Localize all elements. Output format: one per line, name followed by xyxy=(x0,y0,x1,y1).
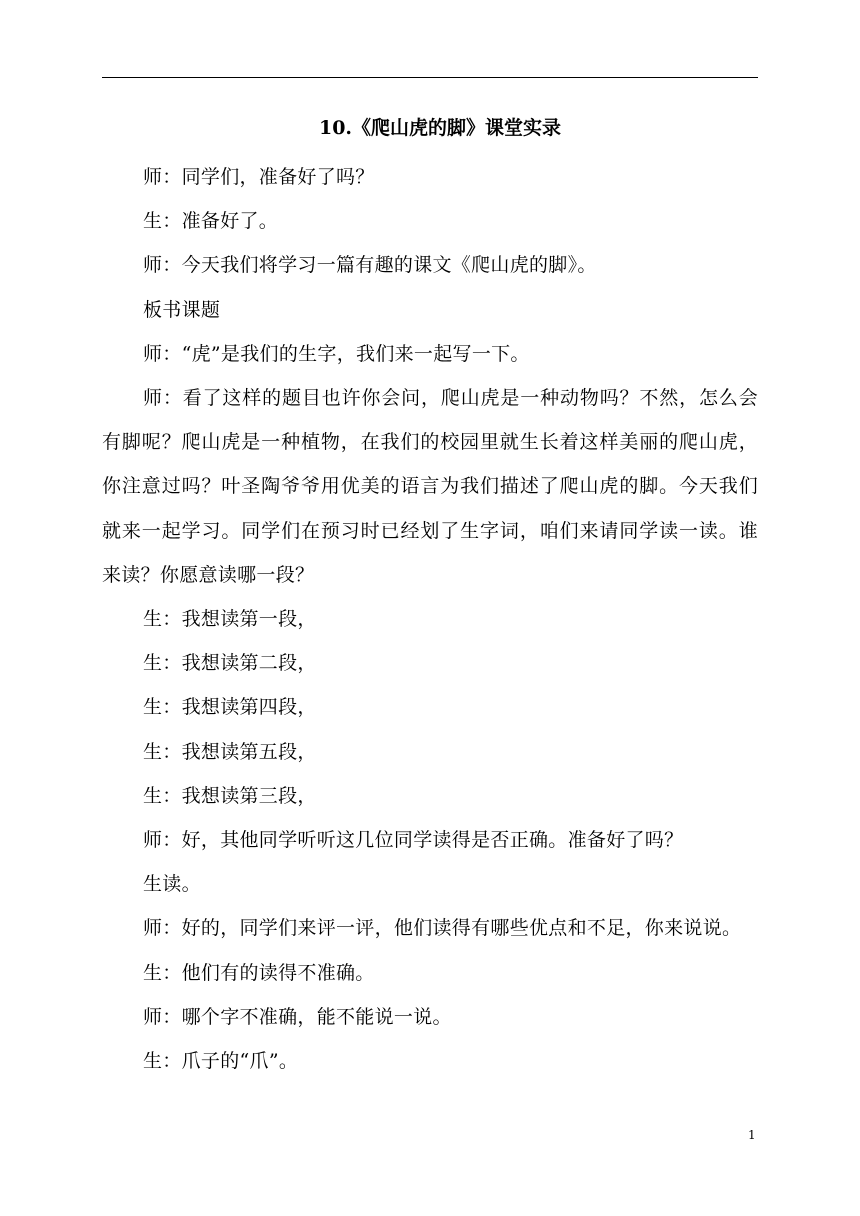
paragraph: 生：我想读第四段， xyxy=(143,696,317,719)
paragraph: 生：爪子的“爪”。 xyxy=(143,1050,299,1073)
paragraph: 生：我想读第一段， xyxy=(143,608,317,631)
document-body xyxy=(102,155,758,1083)
paragraph: 师：今天我们将学习一篇有趣的课文《爬山虎的脚》。 xyxy=(143,254,597,277)
header-rule xyxy=(102,77,758,78)
paragraph: 板书课题 xyxy=(143,298,221,321)
paragraph: 师：看了这样的题目也许你会问，爬山虎是一种动物吗？不然，怎么会有脚呢？爬山虎是一种植物，在我们的校园里就生长着这样美丽的爬山虎，你注意过吗？叶圣陶爷爷用优美的语言为我们描述了爬山虎的脚。今天我们就来一起学习。同学们在预习时已经划了生字词，咱们来请同学读一读。谁来读？你愿意读哪一段？ xyxy=(102,387,758,586)
paragraph: 师：好，其他同学听听这几位同学读得是否正确。准备好了吗？ xyxy=(143,829,684,852)
paragraph: 师：同学们，准备好了吗？ xyxy=(143,166,375,188)
document-title: 10.《爬山虎的脚》课堂实录 xyxy=(318,117,562,139)
paragraph: 生：我想读第二段， xyxy=(143,652,317,675)
paragraph: 生读。 xyxy=(143,873,201,896)
page-number: 1 xyxy=(748,1128,756,1142)
paragraph: 生：我想读第五段， xyxy=(143,740,317,763)
paragraph: 师：“虎”是我们的生字，我们来一起写一下。 xyxy=(143,342,530,365)
paragraph: 生：他们有的读得不准确。 xyxy=(143,961,375,984)
paragraph: 师：哪个字不准确，能不能说一说。 xyxy=(143,1005,452,1028)
paragraph: 生：准备好了。 xyxy=(143,210,279,233)
paragraph: 师：好的，同学们来评一评，他们读得有哪些优点和不足，你来说说。 xyxy=(143,917,742,940)
paragraph: 生：我想读第三段， xyxy=(143,784,317,807)
